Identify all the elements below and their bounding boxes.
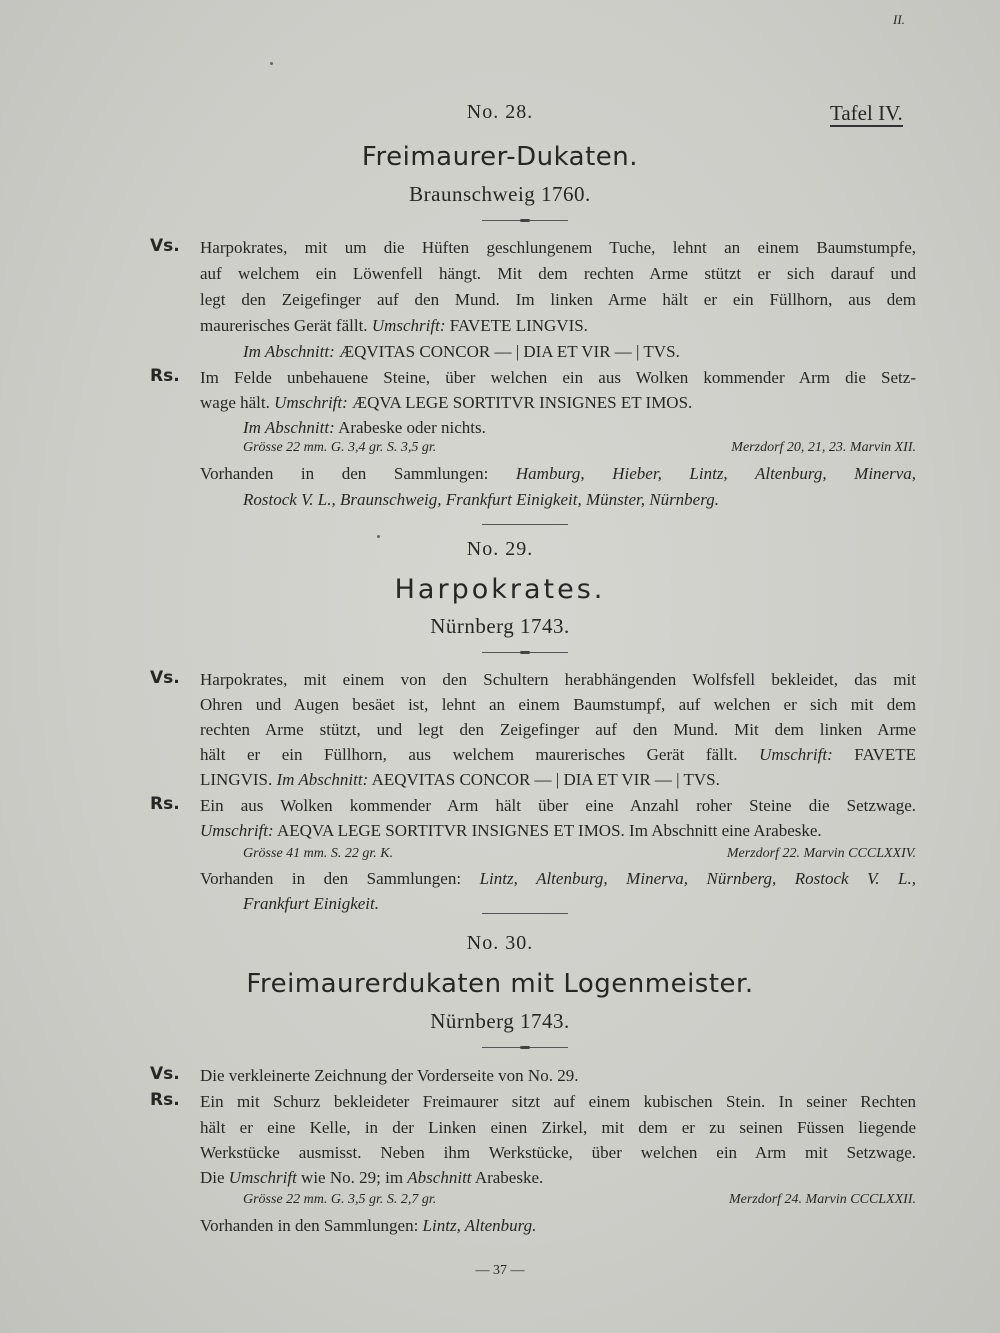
- text-segment: wage hält.: [200, 393, 270, 412]
- text-segment: Arabeske.: [474, 1168, 544, 1187]
- inscription: AEQVA LEGE SORTITVR INSIGNES ET IMOS. Im Abschnitt eine Arabeske.: [276, 821, 822, 840]
- abschnitt-label: Im Abschnitt:: [243, 418, 335, 437]
- text-line: Im Felde unbehauene Steine, über welchen ein aus Wolken kommender Arm die Setz-: [200, 368, 916, 387]
- collections-list: Hamburg, Hieber, Lintz, Altenburg, Minerva,: [515, 464, 916, 483]
- umschrift-label: Umschrift:: [274, 393, 348, 412]
- entry-29-place: Nürnberg 1743.: [430, 614, 570, 638]
- entry-28-place: Braunschweig 1760.: [409, 182, 591, 206]
- page-number: — 37 —: [475, 1263, 525, 1278]
- text-line: [200, 1165, 916, 1190]
- collections-line: [200, 461, 916, 486]
- text-segment: Arabeske oder nichts.: [338, 418, 486, 437]
- collections-list: Rostock V. L., Braunschweig, Frankfurt Einigkeit, Münster, Nürnberg.: [243, 490, 719, 509]
- collections-line: [200, 866, 916, 891]
- abschnitt-label: Im Abschnitt:: [276, 770, 369, 789]
- inscription: LINGVIS.: [200, 770, 273, 789]
- references: Merzdorf 24. Marvin CCCLXXII.: [728, 1192, 916, 1207]
- divider-ornament: [520, 219, 530, 222]
- text-line: Harpokrates, mit um die Hüften geschlungenem Tuche, lehnt an einem Baumstumpfe,: [200, 238, 916, 257]
- abschnitt-label: Im Abschnitt:: [243, 342, 335, 361]
- rs-label: Rs.: [150, 1090, 180, 1110]
- inscription: AEQVITAS CONCOR — | DIA ET VIR — | TVS.: [371, 770, 720, 789]
- text-line: hält er eine Kelle, in der Linken einen Zirkel, mit dem er zu seinen Füssen liegende: [200, 1118, 916, 1137]
- collections-list: Lintz, Altenburg, Minerva, Nürnberg, Rostock V. L.,: [479, 869, 917, 888]
- abschnitt-line: [243, 415, 916, 440]
- text-line: Die verkleinerte Zeichnung der Vorderseite von No. 29.: [200, 1066, 579, 1085]
- entry-30-number: No. 30.: [466, 932, 534, 954]
- text-segment: Die: [200, 1168, 225, 1187]
- vs-label: Vs.: [150, 668, 180, 688]
- rs-label: Rs.: [150, 794, 180, 814]
- vs-label: Vs.: [150, 1064, 180, 1084]
- abschnitt-word: Abschnitt: [407, 1168, 472, 1187]
- text-segment: hält er ein Füllhorn, aus welchem maurerisches Gerät fällt.: [200, 745, 738, 764]
- text-segment: maurerisches Gerät fällt.: [200, 316, 368, 335]
- measurements: Grösse 22 mm. G. 3,4 gr. S. 3,5 gr.: [243, 440, 437, 455]
- text-line: Ein mit Schurz bekleideter Freimaurer sitzt auf einem kubischen Stein. In seiner Rechten: [200, 1092, 916, 1111]
- text-line: Ein aus Wolken kommender Arm hält über eine Anzahl roher Steine die Setzwage.: [200, 796, 916, 815]
- text-line: [200, 742, 916, 767]
- text-line: rechten Arme stützt, und legt den Zeigefinger auf den Mund. Mit dem linken Arme: [200, 720, 916, 739]
- umschrift-word: Umschrift: [228, 1168, 297, 1187]
- entry-28-title: Freimaurer-Dukaten.: [361, 142, 639, 172]
- collections-label: Vorhanden in den Sammlungen:: [200, 1216, 419, 1235]
- umschrift-label: Umschrift:: [371, 316, 446, 335]
- collections-list: Lintz, Altenburg.: [422, 1216, 537, 1235]
- entry-28-number: No. 28.: [466, 101, 534, 123]
- collections-list: Frankfurt Einigkeit.: [243, 894, 379, 913]
- inscription: FAVETE LINGVIS.: [449, 316, 588, 335]
- divider: [482, 524, 568, 525]
- entry-29-title: Harpokrates.: [394, 574, 606, 605]
- text-line: [200, 390, 916, 415]
- text-line: Harpokrates, mit einem von den Schultern herabhängenden Wolfsfell bekleidet, das mit: [200, 670, 916, 689]
- divider-ornament: [520, 1046, 530, 1049]
- references: Merzdorf 20, 21, 23. Marvin XII.: [731, 440, 916, 455]
- roman-mark: II.: [893, 12, 905, 27]
- vs-label: Vs.: [150, 236, 180, 256]
- divider: [482, 913, 568, 914]
- text-line: [200, 313, 916, 338]
- text-line: [200, 767, 916, 792]
- text-line: Werkstücke ausmisst. Neben ihm Werkstücke, über welchen ein Arm mit Setzwage.: [200, 1143, 916, 1162]
- collections-label: Vorhanden in den Sammlungen:: [200, 464, 489, 483]
- entry-30-place: Nürnberg 1743.: [430, 1009, 570, 1033]
- measurements: Grösse 41 mm. S. 22 gr. K.: [243, 846, 394, 861]
- rs-label: Rs.: [150, 366, 180, 386]
- umschrift-label: Umschrift:: [759, 745, 833, 764]
- collections-label: Vorhanden in den Sammlungen:: [200, 869, 462, 888]
- text-line: legt den Zeigefinger auf den Mund. Im linken Arme hält er ein Füllhorn, aus dem: [200, 290, 916, 309]
- abschnitt-line: [243, 339, 916, 364]
- measurements: Grösse 22 mm. G. 3,5 gr. S. 2,7 gr.: [243, 1192, 437, 1207]
- text-segment: wie No. 29; im: [301, 1168, 404, 1187]
- text-line: [200, 818, 916, 843]
- text-line: Ohren und Augen besäet ist, lehnt an einem Baumstumpf, auf welchen er sich mit dem: [200, 695, 916, 714]
- inscription: ÆQVITAS CONCOR — | DIA ET VIR — | TVS.: [339, 342, 680, 361]
- entry-30-title: Freimaurerdukaten mit Logenmeister.: [246, 969, 754, 999]
- references: Merzdorf 22. Marvin CCCLXXIV.: [726, 846, 916, 861]
- inscription: ÆQVA LEGE SORTITVR INSIGNES ET IMOS.: [352, 393, 693, 412]
- inscription: FAVETE: [854, 745, 917, 764]
- text-line: auf welchem ein Löwenfell hängt. Mit dem rechten Arme stützt er sich darauf und: [200, 264, 916, 283]
- paper-speck: [270, 62, 273, 65]
- collections-line: [200, 1213, 916, 1238]
- entry-29-number: No. 29.: [466, 538, 534, 560]
- umschrift-label: Umschrift:: [200, 821, 274, 840]
- tafel-label: Tafel IV.: [830, 101, 903, 125]
- divider-ornament: [520, 651, 530, 654]
